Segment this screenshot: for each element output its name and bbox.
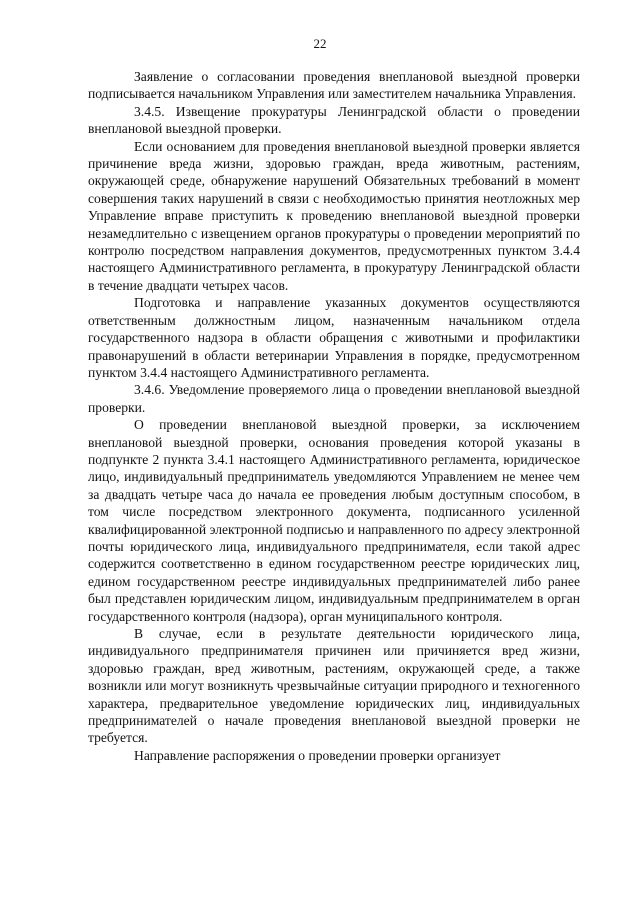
paragraph-order-dispatch: Направление распоряжения о проведении проверки организует: [134, 747, 501, 763]
paragraph-urgent-inspection: Если основанием для проведения внеплановой выездной проверки является причинение вреда жизни, здоровью граждан, вреда животным, растениям, окружающей среде, обнаружение нарушений Обязательных требований в момент совершения таких нарушений в связи с необходимостью принятия неотложных мер Управление вправе приступить к проведению внеплановой выездной проверки незамедлительно с извещением органов прокуратуры о проведении мероприятий по контролю посредством направления документов, предусмотренных пунктом 3.4.4 настоящего Административного регламента, в прокуратуру Ленинградской области в течение двадцати четырех часов.: [88, 138, 580, 293]
paragraph-notification-procedure: О проведении внеплановой выездной проверки, за исключением внеплановой выездной проверки, основания проведения которой указаны в подпункте 2 пункта 3.4.1 настоящего Административного регламента, юридическое лицо, индивидуальный предприниматель уведомляются Управлением не менее чем за двадцать четыре часа до начала ее проведения любым доступным способом, в том числе посредством электронного документа, подписанного усиленной квалифицированной электронной подписью и направленного по адресу электронной почты юридического лица, индивидуального предпринимателя, если такой адрес содержится соответственно в едином государственном реестре юридических лиц, едином государственном реестре индивидуальных предпринимателей либо ранее был представлен юридическим лицом, индивидуальным предпринимателем в орган государственного контроля (надзора), орган муниципального контроля.: [88, 417, 580, 624]
section-heading-3-4-5: 3.4.5. Извещение прокуратуры Ленинградской области о проведении внеплановой выездной проверки.: [88, 103, 580, 137]
paragraph-approval-signature: Заявление о согласовании проведения внеплановой выездной проверки подписывается начальником Управления или заместителем начальника Управления.: [88, 69, 580, 102]
paragraph-documents-preparation: Подготовка и направление указанных документов осуществляются ответственным должностным лицом, назначенным начальником отдела государственного надзора в области обращения с животными и профилактики правонарушений в области ветеринарии Управления в порядке, предусмотренном пунктом 3.4.4 настоящего Административного регламента.: [88, 295, 580, 380]
paragraph-notification-exemption: В случае, если в результате деятельности юридического лица, индивидуального предпринимателя причинен или причиняется вред жизни, здоровью граждан, вред животным, растениям, окружающей среде, а также возникли или могут возникнуть чрезвычайные ситуации природного и техногенного характера, предварительное уведомление юридических лиц, индивидуальных предпринимателей о начале проведения внеплановой выездной проверки не требуется.: [88, 626, 580, 746]
section-heading-3-4-6: 3.4.6. Уведомление проверяемого лица о проведении внеплановой выездной проверки.: [88, 382, 580, 415]
page-number: 22: [313, 36, 327, 51]
document-body: [88, 68, 580, 764]
